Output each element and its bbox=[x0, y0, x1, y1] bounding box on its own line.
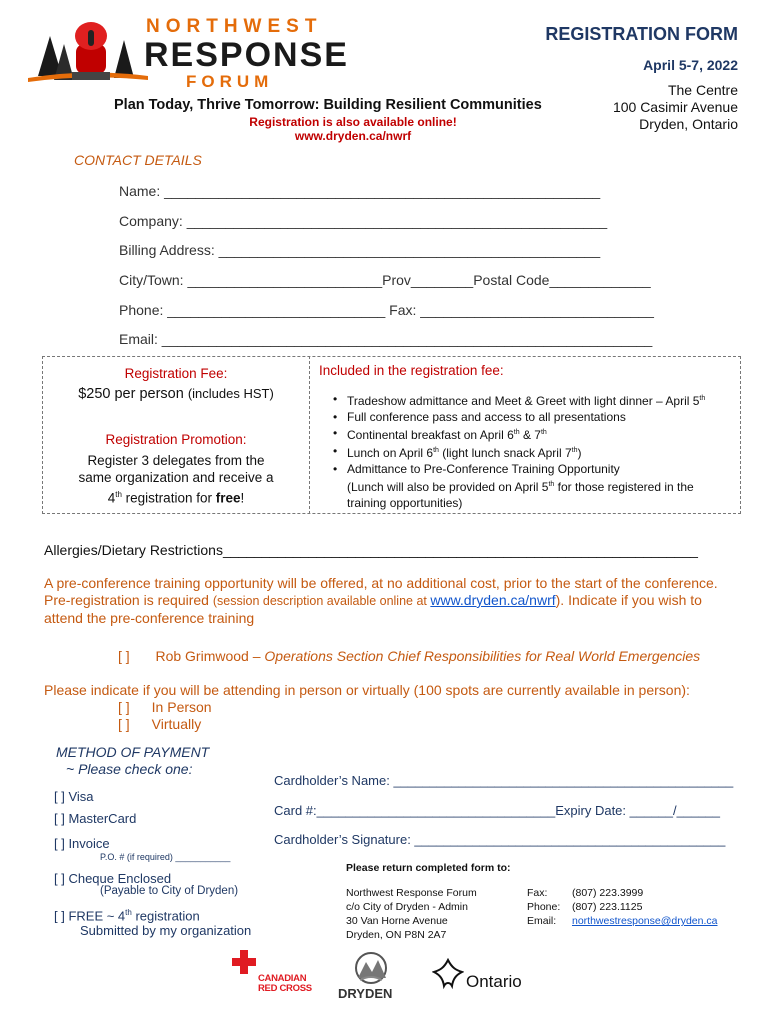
attendance-text: Please indicate if you will be attending in person or virtually (100 spots are currently available in person): bbox=[44, 682, 690, 698]
venue-line: 100 Casimir Avenue bbox=[612, 99, 738, 115]
included-list bbox=[319, 391, 739, 511]
address-line: Dryden, ON P8N 2A7 bbox=[346, 929, 447, 941]
list-item bbox=[319, 391, 739, 409]
item-tail: & 7 bbox=[519, 428, 541, 442]
payment-subtitle: ~ Please check one: bbox=[66, 761, 193, 777]
free-sup: th bbox=[125, 908, 132, 917]
virtual-label: Virtually bbox=[151, 716, 202, 732]
item-tail: (light lunch snack April 7 bbox=[438, 446, 572, 460]
item-text: Continental breakfast on April 6 bbox=[347, 428, 514, 442]
ontario-wordmark: Ontario bbox=[466, 972, 522, 991]
promo-sup: th bbox=[115, 490, 122, 499]
pre-conf-indicate: Indicate if you wish to bbox=[564, 592, 702, 608]
dryden-logo bbox=[336, 950, 406, 1002]
free-label: [ ] FREE ~ 4 bbox=[54, 908, 126, 924]
item-text: Admittance to Pre-Conference Training Opportunity bbox=[347, 462, 620, 476]
online-url-link[interactable]: www.dryden.ca/nwrf bbox=[294, 129, 412, 143]
form-title: REGISTRATION FORM bbox=[545, 24, 738, 44]
fee-box-divider bbox=[309, 356, 310, 514]
address-line: 30 Van Horne Avenue bbox=[346, 915, 448, 927]
list-item-sub: training opportunities) bbox=[347, 496, 463, 510]
fee-amount-line bbox=[43, 386, 309, 402]
company-field[interactable]: Company: ______________________________________________________ bbox=[119, 213, 608, 229]
in-person-label: In Person bbox=[151, 699, 212, 715]
item-sup: th bbox=[548, 481, 555, 488]
in-person-option bbox=[44, 699, 690, 716]
card-number-expiry-field[interactable]: Card #:_________________________________Expiry Date: ______/______ bbox=[274, 803, 721, 818]
item-text: Tradeshow admittance and Meet & Greet with light dinner – April 5 bbox=[347, 394, 700, 408]
ontario-logo bbox=[432, 958, 532, 998]
pre-conf-link[interactable]: www.dryden.ca/nwrf bbox=[430, 592, 556, 608]
contact-labels bbox=[527, 886, 560, 928]
item-sup: th bbox=[540, 429, 547, 436]
mastercard-option[interactable]: [ ] MasterCard bbox=[54, 811, 137, 826]
pre-conf-line: attend the pre-conference training bbox=[44, 610, 255, 626]
email-field[interactable]: Email: _______________________________________________________________ bbox=[119, 331, 653, 347]
item-sup: th bbox=[433, 447, 439, 454]
payment-title: METHOD OF PAYMENT bbox=[56, 744, 210, 760]
invoice-option[interactable]: [ ] Invoice bbox=[54, 836, 110, 851]
session-checkbox[interactable]: [ ] bbox=[118, 648, 130, 664]
promo-fourth: 4 bbox=[107, 490, 116, 506]
contact-details-heading: CONTACT DETAILS bbox=[74, 152, 202, 168]
fee-heading: Registration Fee: bbox=[124, 366, 228, 381]
email-label: Email: bbox=[527, 915, 557, 927]
pre-conf-note: (session description available online at bbox=[212, 594, 431, 608]
beacon-icon bbox=[28, 14, 148, 92]
visa-option[interactable]: [ ] Visa bbox=[54, 789, 94, 804]
billing-address-field[interactable]: Billing Address: _________________________________________________ bbox=[119, 242, 601, 258]
cardholder-name-field[interactable]: Cardholder’s Name: _______________________________________________ bbox=[274, 773, 734, 788]
free-tail: registration bbox=[131, 908, 200, 924]
item-sup: th bbox=[571, 447, 578, 454]
included-heading: Included in the registration fee: bbox=[319, 363, 504, 378]
phone-number: (807) 223.1125 bbox=[572, 901, 643, 913]
logo-text-forum: FORUM bbox=[186, 72, 274, 91]
forum-logo bbox=[28, 14, 348, 92]
address-line: Northwest Response Forum bbox=[346, 887, 477, 899]
cheque-note: (Payable to City of Dryden) bbox=[100, 885, 239, 897]
promo-free: free bbox=[215, 490, 241, 506]
red-cross-icon bbox=[232, 950, 256, 974]
pre-conf-line bbox=[44, 592, 734, 610]
list-item bbox=[319, 461, 739, 477]
virtual-option bbox=[44, 716, 690, 733]
city-prov-postal-field[interactable]: City/Town: _________________________Prov________Postal Code_____________ bbox=[119, 272, 651, 288]
free-note: Submitted by my organization bbox=[80, 923, 252, 938]
cheque-option[interactable]: [ ] Cheque Enclosed bbox=[54, 871, 172, 886]
in-person-checkbox[interactable]: [ ] bbox=[118, 699, 130, 715]
included-column bbox=[319, 363, 739, 511]
address-line: c/o City of Dryden - Admin bbox=[346, 901, 468, 913]
virtual-checkbox[interactable]: [ ] bbox=[118, 716, 130, 732]
po-number-field[interactable]: P.O. # (if required) ___________ bbox=[100, 852, 231, 862]
free-registration-option[interactable] bbox=[54, 908, 200, 923]
payment-heading bbox=[56, 744, 209, 778]
fee-amount: $250 per person bbox=[78, 386, 184, 402]
online-registration-note bbox=[242, 115, 464, 143]
cardholder-signature-field[interactable]: Cardholder’s Signature: ___________________________________________ bbox=[274, 832, 726, 847]
attendance-question bbox=[44, 682, 690, 733]
venue-line: Dryden, Ontario bbox=[639, 116, 738, 132]
return-address bbox=[346, 886, 477, 942]
promo-text bbox=[43, 452, 309, 507]
list-item bbox=[319, 443, 739, 461]
item-text: Full conference pass and access to all presentations bbox=[347, 410, 626, 424]
red-cross-wordmark bbox=[258, 974, 312, 994]
tagline: Plan Today, Thrive Tomorrow: Building Resilient Communities bbox=[114, 97, 542, 113]
promo-line bbox=[43, 486, 309, 507]
venue-address bbox=[613, 82, 738, 133]
session-presenter: Rob Grimwood – bbox=[155, 648, 265, 664]
item-sub-text: (Lunch will also be provided on April 5 bbox=[347, 480, 549, 494]
item-sup: th bbox=[699, 395, 706, 402]
fee-note: (includes HST) bbox=[187, 386, 274, 401]
logo-text-response: RESPONSE bbox=[144, 36, 349, 74]
list-item-sub bbox=[319, 477, 739, 495]
contact-values bbox=[572, 886, 718, 928]
item-text: Lunch on April 6 bbox=[347, 446, 434, 460]
dryden-wordmark: DRYDEN bbox=[338, 986, 393, 1001]
online-note-text: Registration is also available online! bbox=[249, 115, 457, 129]
red-cross-text: CANADIAN bbox=[258, 973, 307, 984]
pre-conference-text bbox=[44, 575, 734, 627]
phone-label: Phone: bbox=[527, 901, 561, 913]
promo-line: Register 3 delegates from the bbox=[87, 453, 265, 468]
item-sub-text: for those registered in the bbox=[554, 480, 694, 494]
fax-label: Fax: bbox=[527, 887, 548, 899]
promo-heading: Registration Promotion: bbox=[105, 432, 247, 447]
pre-conf-line: A pre-conference training opportunity will be offered, at no additional cost, prior to the start of the conference. bbox=[44, 575, 718, 591]
item-sup: th bbox=[513, 429, 520, 436]
pre-conf-required: Pre-registration is required bbox=[44, 592, 213, 608]
return-heading: Please return completed form to: bbox=[346, 862, 511, 874]
red-cross-text: RED CROSS bbox=[258, 983, 312, 994]
name-field[interactable]: Name: ________________________________________________________ bbox=[119, 183, 601, 199]
canadian-red-cross-logo bbox=[232, 950, 322, 996]
email-link[interactable]: northwestresponse@dryden.ca bbox=[572, 915, 718, 927]
phone-fax-field[interactable]: Phone: ____________________________ Fax: ______________________________ bbox=[119, 302, 654, 318]
session-title: Operations Section Chief Responsibilities for Real World Emergencies bbox=[264, 648, 701, 664]
fee-column bbox=[43, 357, 309, 507]
promo-text-mid: registration for bbox=[121, 490, 216, 506]
session-option bbox=[118, 648, 700, 664]
logo-text-northwest: NORTHWEST bbox=[146, 16, 323, 37]
trillium-icon bbox=[432, 958, 464, 990]
venue-line: The Centre bbox=[667, 82, 738, 98]
fax-number: (807) 223.3999 bbox=[572, 887, 644, 899]
dryden-emblem-icon bbox=[336, 950, 406, 986]
event-date: April 5-7, 2022 bbox=[643, 57, 738, 73]
list-item bbox=[319, 425, 739, 443]
item-tail: ) bbox=[577, 446, 582, 460]
registration-fee-box bbox=[42, 356, 741, 514]
promo-end: ! bbox=[240, 490, 245, 506]
allergies-field[interactable]: Allergies/Dietary Restrictions_____________________________________________________________ bbox=[44, 542, 698, 558]
list-item bbox=[319, 409, 739, 425]
promo-line: same organization and receive a bbox=[78, 470, 274, 485]
pre-conf-close: ). bbox=[555, 592, 565, 608]
